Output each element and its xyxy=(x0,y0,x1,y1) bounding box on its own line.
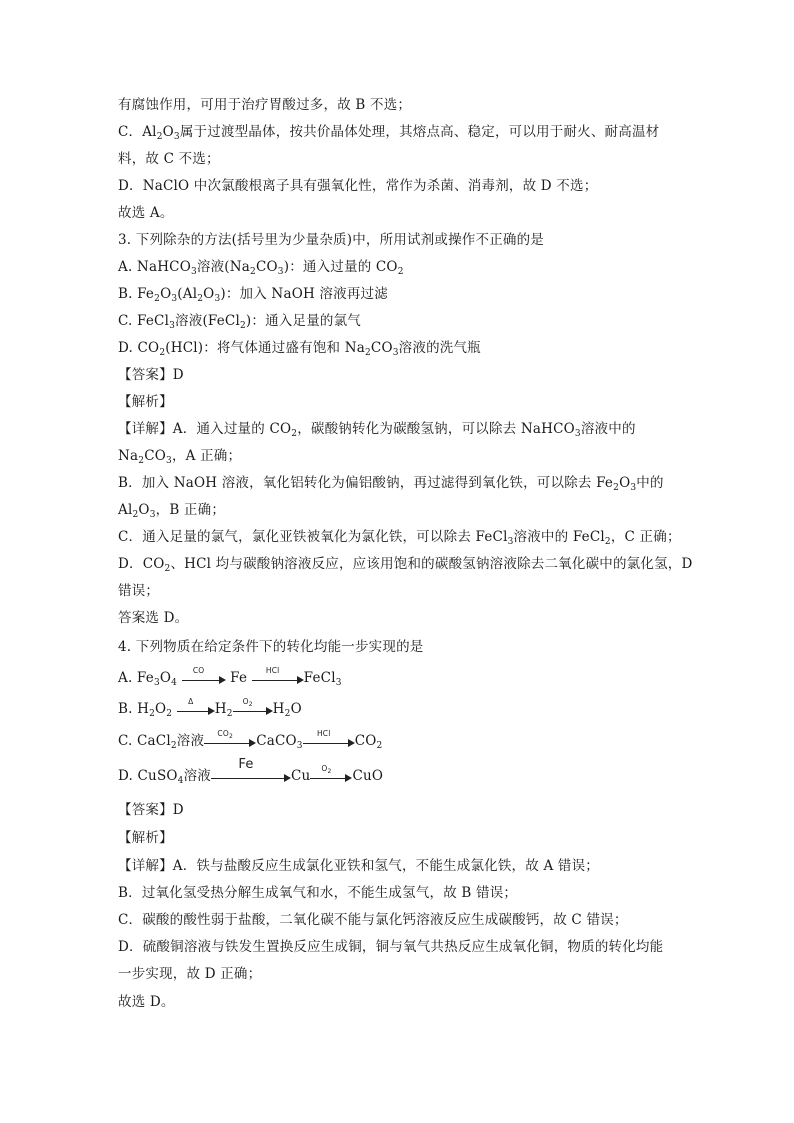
prev-analysis-line-1: 有腐蚀作用，可用于治疗胃酸过多，故 B 不选； xyxy=(118,97,412,113)
q4-analysis-label: 【解析】 xyxy=(118,830,173,846)
prev-analysis-option-c-cont: 料，故 C 不选； xyxy=(118,151,220,167)
q3-option-c: C. FeCl$_3$溶液(FeCl$_2$)：通入足量的氯气 xyxy=(118,313,361,331)
reaction-arrow: $O_2$ xyxy=(310,768,352,786)
q3-detail-d-1: D．$CO_2$、HCl 均与碳酸钠溶液反应，应该用饱和的碳酸氢钠溶液除去二氧化碳中的氯化氢，D xyxy=(118,556,693,574)
q3-option-d: D. $CO_2(HCl)$：将气体通过盛有饱和 $Na_2CO_3$溶液的洗气瓶 xyxy=(118,340,481,358)
q3-detail-b-1: B．加入 NaOH 溶液，氧化铝转化为偏铝酸钠，再过滤得到氧化铁，可以除去 $Fe_2O_3$中的 xyxy=(118,475,664,493)
q4-answer: 【答案】D xyxy=(118,802,184,818)
q3-answer: 【答案】D xyxy=(118,367,184,383)
q4-detail-d-2: 一步实现，故 D 正确； xyxy=(118,966,262,982)
q3-detail-c: C．通入足量的氯气，氯化亚铁被氧化为氯化铁，可以除去 FeCl$_3$溶液中的 FeCl$_2$，C 正确； xyxy=(118,529,681,547)
prev-analysis-option-d: D．NaClO 中次氯酸根离子具有强氧化性，常作为杀菌、消毒剂，故 D 不选； xyxy=(118,178,598,194)
q4-option-a: A. $Fe_3O_4$ CO Fe HCl FeCl$_3$ xyxy=(118,665,342,688)
q4-detail-b: B．过氧化氢受热分解生成氧气和水，不能生成氢气，故 B 错误； xyxy=(118,885,518,901)
reaction-arrow: CO xyxy=(182,670,226,688)
q3-detail-d-2: 错误； xyxy=(118,583,160,599)
q4-conclusion: 故选 D。 xyxy=(118,994,175,1010)
q3-detail-a-2: $Na_2CO_3$，A 正确； xyxy=(118,448,242,466)
q4-option-b: B. $H_2O_2$ Δ $H_2$ $O_2$ $H_2O$ xyxy=(118,696,302,719)
reaction-arrow: Δ xyxy=(177,701,215,719)
q3-conclusion: 答案选 D。 xyxy=(118,610,189,626)
q4-option-d: D. CuSO$_4$溶液 Fe Cu $O_2$ CuO xyxy=(118,756,384,786)
q4-option-c: C. CaCl$_2$溶液 $CO_2$ CaCO$_3$ HCl $CO_2$ xyxy=(118,728,383,751)
q4-detail-c: C．碳酸的酸性弱于盐酸，二氧化碳不能与氯化钙溶液反应生成碳酸钙，故 C 错误； xyxy=(118,912,628,928)
q3-detail-a-1: 【详解】A．通入过量的 $CO_2$，碳酸钠转化为碳酸氢钠，可以除去 NaHCO$_3$溶液中的 xyxy=(118,421,636,439)
q4-detail-a: 【详解】A．铁与盐酸反应生成氯化亚铁和氢气，不能生成氯化铁，故 A 错误； xyxy=(118,858,599,874)
q3-option-b: B. $Fe_2O_3(Al_2O_3)$：加入 NaOH 溶液再过滤 xyxy=(118,286,388,304)
q4-stem: 4. 下列物质在给定条件下的转化均能一步实现的是 xyxy=(118,639,424,655)
reaction-arrow: $CO_2$ xyxy=(204,733,256,751)
q3-analysis-label: 【解析】 xyxy=(118,394,173,410)
q3-stem: 3. 下列除杂的方法(括号里为少量杂质)中，所用试剂或操作不正确的是 xyxy=(118,232,545,248)
reaction-arrow: Fe xyxy=(211,768,291,786)
reaction-arrow: HCl xyxy=(252,670,304,688)
q4-detail-d-1: D．硫酸铜溶液与铁发生置换反应生成铜，铜与氧气共热反应生成氧化铜，物质的转化均能 xyxy=(118,939,664,955)
prev-analysis-conclusion: 故选 A。 xyxy=(118,205,174,221)
q3-option-a: A. NaHCO$_3$溶液$(Na_2CO_3)$：通入过量的 $CO_2$ xyxy=(118,259,404,277)
reaction-arrow: HCl xyxy=(303,733,355,751)
q3-detail-b-2: $Al_2O_3$，B 正确； xyxy=(118,502,226,520)
prev-analysis-option-c: C．$Al_2O_3$属于过渡型晶体，按共价晶体处理，其熔点高、稳定，可以用于耐火、耐高温材 xyxy=(118,124,660,142)
reaction-arrow: $O_2$ xyxy=(233,701,273,719)
